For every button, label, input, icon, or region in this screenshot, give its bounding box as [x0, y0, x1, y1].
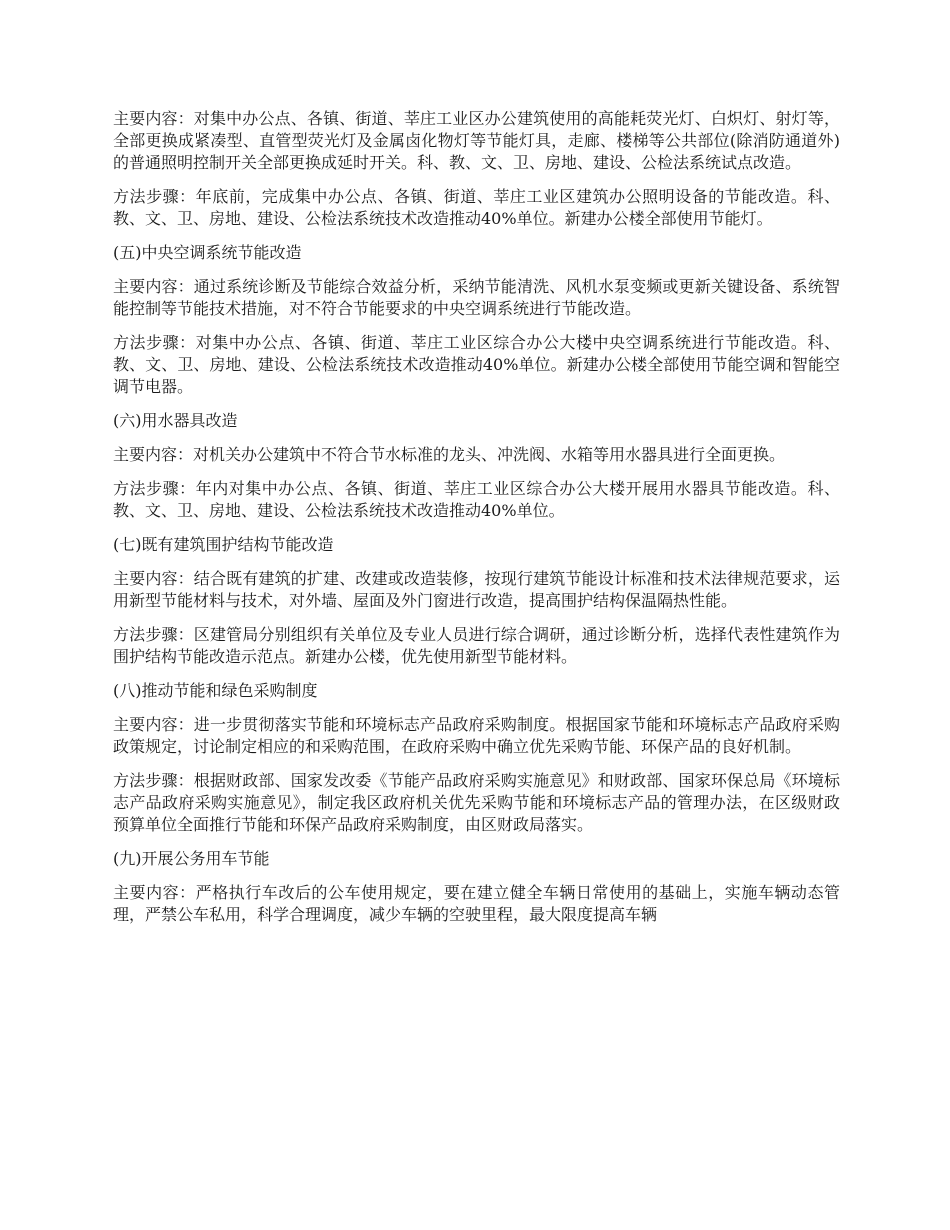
- paragraph-water-content: 主要内容：对机关办公建筑中不符合节水标准的龙头、冲洗阀、水箱等用水器具进行全面更换。: [113, 445, 786, 464]
- paragraph-lighting-method: 方法步骤：年底前，完成集中办公点、各镇、街道、莘庄工业区建筑办公照明设备的节能改造。科、教、文、卫、房地、建设、公检法系统技术改造推动40%单位。新建办公楼全部使用节能灯。: [113, 187, 840, 228]
- section-heading-5: (五)中央空调系统节能改造: [113, 243, 302, 262]
- paragraph-lighting-content: 主要内容：对集中办公点、各镇、街道、莘庄工业区办公建筑使用的高能耗荧光灯、白炽灯、射灯等，全部更换成紧凑型、直管型荧光灯及金属卤化物灯等节能灯具，走廊、楼梯等公共部位(除消防通道外)的普通照明控制开关全部更换成延时开关。科、教、文、卫、房地、建设、公检法系统试点改造。: [113, 109, 840, 172]
- paragraph-procurement-content: 主要内容：进一步贯彻落实节能和环境标志产品政府采购制度。根据国家节能和环境标志产品政府采购政策规定，讨论制定相应的和采购范围，在政府采购中确立优先采购节能、环保产品的良好机制。: [113, 715, 840, 756]
- paragraph-procurement-method: 方法步骤：根据财政部、国家发改委《节能产品政府采购实施意见》和财政部、国家环保总局《环境标志产品政府采购实施意见》，制定我区政府机关优先采购节能和环境标志产品的管理办法，在区级财政预算单位全面推行节能和环保产品政府采购制度，由区财政局落实。: [113, 771, 840, 834]
- paragraph-envelope-content: 主要内容：结合既有建筑的扩建、改建或改造装修，按现行建筑节能设计标准和技术法律规范要求，运用新型节能材料与技术，对外墙、屋面及外门窗进行改造，提高围护结构保温隔热性能。: [113, 569, 840, 610]
- section-heading-6: (六)用水器具改造: [113, 411, 238, 430]
- document-page: [113, 108, 840, 938]
- paragraph-envelope-method: 方法步骤：区建管局分别组织有关单位及专业人员进行综合调研，通过诊断分析，选择代表性建筑作为围护结构节能改造示范点。新建办公楼，优先使用新型节能材料。: [113, 625, 840, 666]
- paragraph-vehicle-content: 主要内容：严格执行车改后的公车使用规定，要在建立健全车辆日常使用的基础上，实施车辆动态管理，严禁公车私用，科学合理调度，减少车辆的空驶里程，最大限度提高车辆: [113, 883, 840, 924]
- paragraph-ac-content: 主要内容：通过系统诊断及节能综合效益分析，采纳节能清洗、风机水泵变频或更新关键设备、系统智能控制等节能技术措施，对不符合节能要求的中央空调系统进行节能改造。: [113, 277, 840, 318]
- section-heading-7: (七)既有建筑围护结构节能改造: [113, 535, 334, 554]
- section-heading-9: (九)开展公务用车节能: [113, 849, 270, 868]
- section-heading-8: (八)推动节能和绿色采购制度: [113, 681, 318, 700]
- paragraph-water-method: 方法步骤：年内对集中办公点、各镇、街道、莘庄工业区综合办公大楼开展用水器具节能改造。科、教、文、卫、房地、建设、公检法系统技术改造推动40%单位。: [113, 479, 840, 520]
- paragraph-ac-method: 方法步骤：对集中办公点、各镇、街道、莘庄工业区综合办公大楼中央空调系统进行节能改造。科、教、文、卫、房地、建设、公检法系统技术改造推动40%单位。新建办公楼全部使用节能空调和智能空调节电器。: [113, 333, 840, 396]
